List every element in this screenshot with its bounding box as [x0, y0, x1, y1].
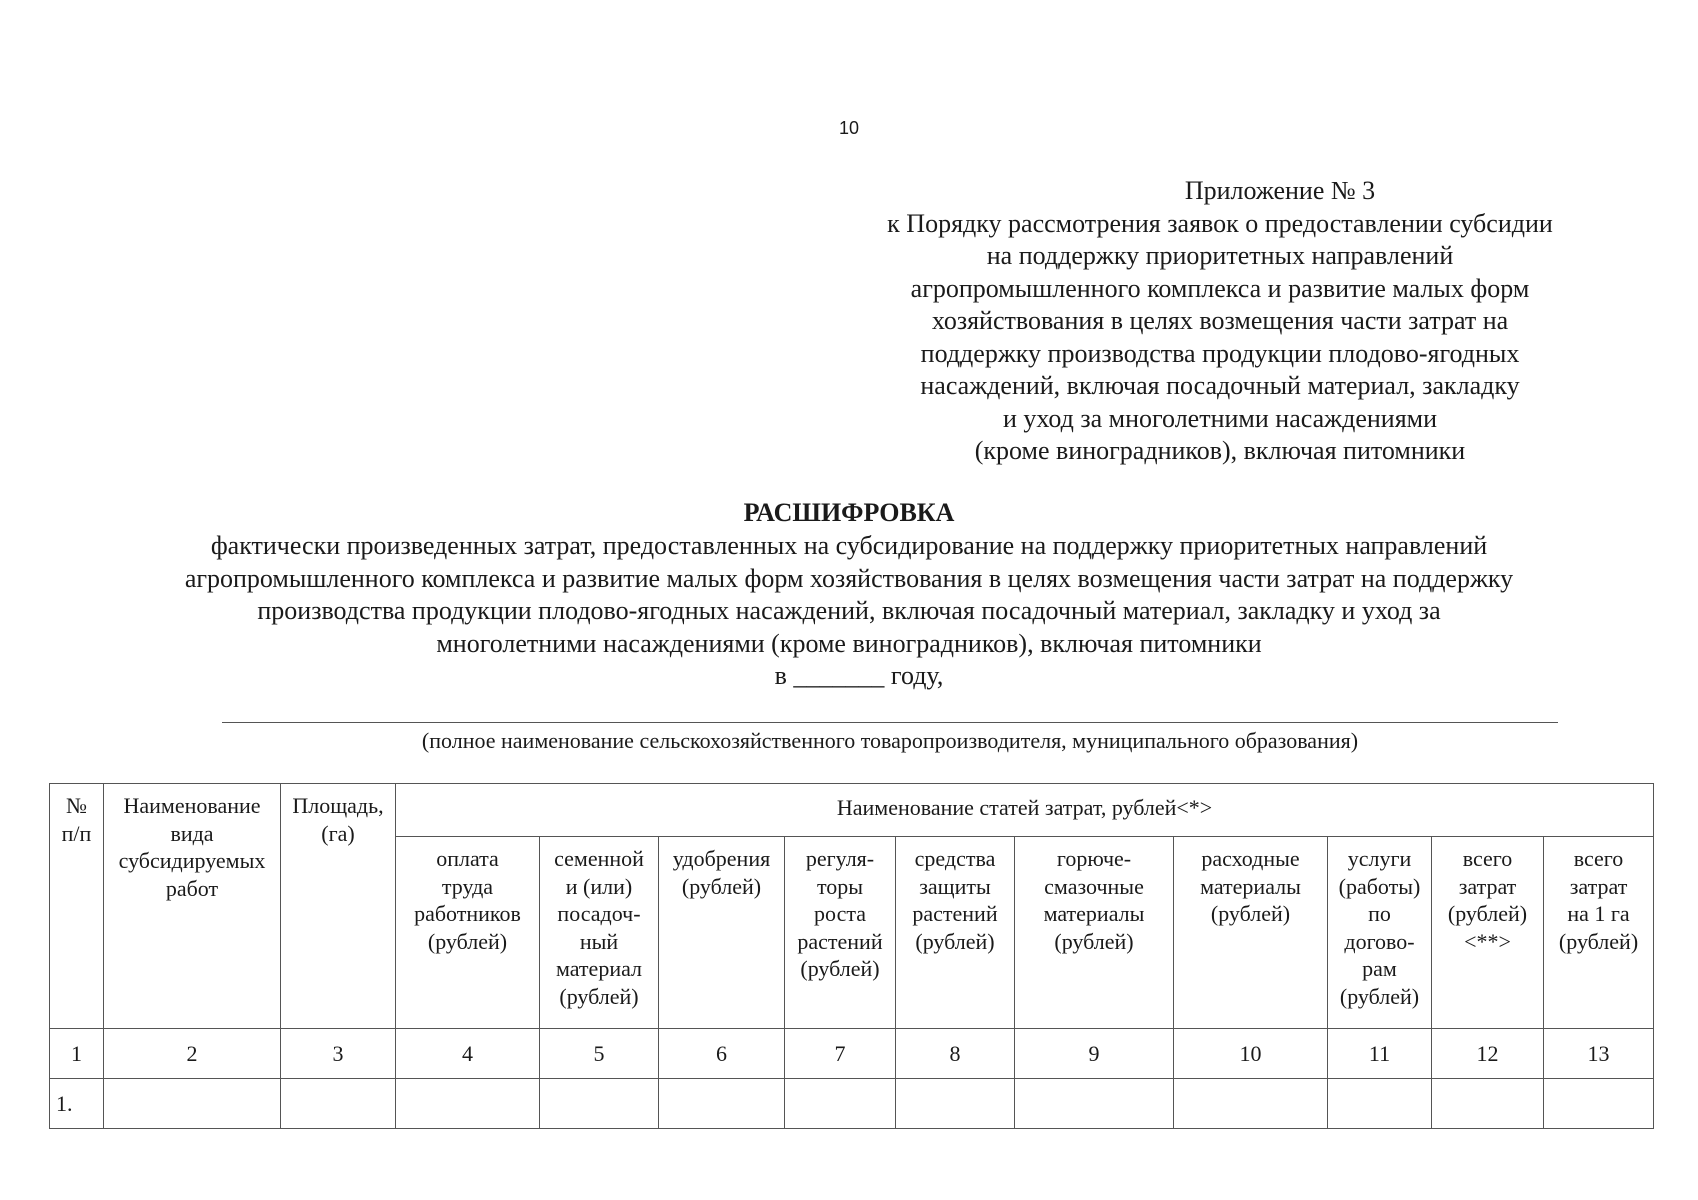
page-number: 10: [838, 118, 860, 138]
header-fertilizers: удобрения (рублей): [659, 837, 785, 1029]
table-cell: [659, 1079, 785, 1129]
column-number: 9: [1015, 1029, 1174, 1079]
description-line: производства продукции плодово-ягодных насаждений, включая посадочный материал, закладку и уход за: [257, 596, 1441, 625]
table-cell: [281, 1079, 396, 1129]
table-cell: [1544, 1079, 1654, 1129]
column-number: 3: [281, 1029, 396, 1079]
header-fuel-lubricants: горюче- смазочные материалы (рублей): [1015, 837, 1174, 1029]
appendix-line: агропромышленного комплекса и развитие малых форм: [910, 273, 1530, 303]
header-labor-cost: оплата труда работников (рублей): [396, 837, 540, 1029]
header-total-per-hectare: всего затрат на 1 га (рублей): [1544, 837, 1654, 1029]
column-number: 5: [540, 1029, 659, 1079]
expenses-table: [49, 783, 1654, 1129]
appendix-line: и уход за многолетними насаждениями: [1002, 403, 1438, 433]
header-seed-material: семенной и (или) посадоч- ный материал (рублей): [540, 837, 659, 1029]
column-number: 1: [50, 1029, 104, 1079]
header-area: Площадь, (га): [281, 784, 396, 1029]
column-number: 10: [1174, 1029, 1328, 1079]
appendix-title: Приложение № 3: [1184, 176, 1376, 205]
appendix-line: насаждений, включая посадочный материал, закладку: [920, 371, 1520, 400]
column-number: 13: [1544, 1029, 1654, 1079]
appendix-block: [850, 175, 1590, 468]
table-cell: [896, 1079, 1015, 1129]
year-line: в _______ году,: [774, 661, 944, 690]
column-number: 2: [104, 1029, 281, 1079]
table-cell: [540, 1079, 659, 1129]
header-consumables: расходные материалы (рублей): [1174, 837, 1328, 1029]
description-line: фактически произведенных затрат, предоставленных на субсидирование на поддержку приоритетных направлений: [210, 531, 1488, 560]
table-row: [50, 1079, 1654, 1129]
header-cost-items: Наименование статей затрат, рублей<*>: [396, 784, 1654, 837]
column-number-row: [50, 1029, 1654, 1079]
table-cell: [1432, 1079, 1544, 1129]
header-contract-services: услуги (работы) по догово- рам (рублей): [1328, 837, 1432, 1029]
table-cell: [785, 1079, 896, 1129]
header-growth-regulators: регуля- торы роста растений (рублей): [785, 837, 896, 1029]
column-number: 12: [1432, 1029, 1544, 1079]
header-work-type: Наименование вида субсидируемых работ: [104, 784, 281, 1029]
document-heading: РАСШИФРОВКА: [743, 498, 955, 527]
column-number: 11: [1328, 1029, 1432, 1079]
column-number: 4: [396, 1029, 540, 1079]
appendix-line: хозяйствования в целях возмещения части затрат на: [931, 306, 1509, 335]
description-line: агропромышленного комплекса и развитие малых форм хозяйствования в целях возмещения части затрат на поддержку: [184, 563, 1514, 593]
header-total-costs: всего затрат (рублей) <**>: [1432, 837, 1544, 1029]
table-cell: 1.: [50, 1079, 104, 1129]
table-cell: [1174, 1079, 1328, 1129]
appendix-line: поддержку производства продукции плодово-ягодных: [920, 338, 1520, 368]
column-number: 6: [659, 1029, 785, 1079]
organization-name-caption: (полное наименование сельскохозяйственного товаропроизводителя, муниципального образования): [421, 728, 1359, 753]
header-plant-protection: средства защиты растений (рублей): [896, 837, 1015, 1029]
appendix-line: к Порядку рассмотрения заявок о предоставлении субсидии: [887, 208, 1553, 238]
column-number: 7: [785, 1029, 896, 1079]
column-number: 8: [896, 1029, 1015, 1079]
table-cell: [396, 1079, 540, 1129]
appendix-line: на поддержку приоритетных направлений: [986, 241, 1454, 270]
document-description: [110, 530, 1588, 693]
appendix-line: (кроме виноградников), включая питомники: [974, 436, 1466, 465]
organization-name-line: [222, 722, 1558, 723]
table-cell: [1015, 1079, 1174, 1129]
table-cell: [104, 1079, 281, 1129]
header-num: № п/п: [50, 784, 104, 1029]
description-line: многолетними насаждениями (кроме виноградников), включая питомники: [436, 628, 1262, 658]
table-cell: [1328, 1079, 1432, 1129]
